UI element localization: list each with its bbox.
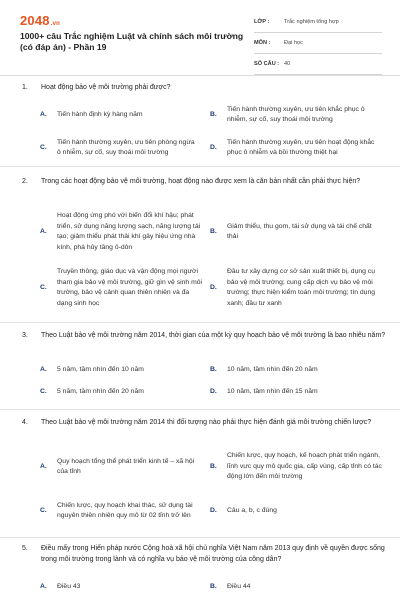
option-b[interactable]: [210, 580, 382, 594]
option-letter: C.: [40, 143, 47, 151]
meta-value-lop: Trắc nghiệm tổng hợp: [284, 19, 339, 25]
option-a[interactable]: [40, 580, 205, 594]
page-header: [0, 0, 400, 70]
question-header: [22, 176, 387, 187]
option-letter: C.: [40, 283, 47, 291]
option-text: Điều 44: [227, 582, 251, 590]
meta-info: [254, 12, 382, 75]
question-divider: [0, 537, 400, 538]
option-letter: A.: [40, 110, 47, 118]
option-letter: A.: [40, 227, 47, 235]
question-text: Hoạt động bảo vệ môi trường phải được?: [41, 84, 171, 91]
option-letter: B.: [210, 365, 217, 373]
question-text: Theo Luật bảo vệ môi trường năm 2014, thời gian của một kỳ quy hoạch bảo vệ môi trường là bao nhiêu năm?: [41, 332, 386, 339]
question-header: [22, 417, 387, 428]
logo-main: 2048: [20, 13, 50, 28]
meta-label-mon: MÔN :: [254, 40, 271, 46]
option-text: 5 năm, tầm nhìn đến 10 năm: [57, 365, 144, 373]
meta-row-mon: [254, 33, 382, 54]
question-header: [22, 82, 387, 93]
header-divider: [0, 75, 400, 76]
option-text: Chiến lược, quy hoạch khai thác, sử dụng tài nguyên thiên nhiên quy mô từ 02 tỉnh trở lên: [57, 501, 193, 519]
question-number: 2.: [22, 178, 28, 185]
question-number: 3.: [22, 332, 28, 339]
option-b[interactable]: [210, 363, 382, 377]
meta-row-socau: [254, 54, 382, 75]
option-letter: A.: [40, 462, 47, 470]
option-c[interactable]: [40, 137, 200, 159]
option-letter: D.: [210, 283, 217, 291]
option-text: 10 năm, tầm nhìn đến 15 năm: [227, 387, 318, 395]
option-letter: C.: [40, 387, 47, 395]
question-number: 1.: [22, 84, 28, 91]
site-logo[interactable]: [20, 13, 60, 28]
document-title: 1000+ câu Trắc nghiệm Luật và chính sách môi trường (có đáp án) - Phần 19: [20, 31, 244, 52]
question-text: Theo Luật bảo vệ môi trường năm 2014 thì đối tượng nào phải thực hiện đánh giá môi trường chiến lược?: [41, 419, 372, 426]
meta-label-lop: LỚP :: [254, 19, 270, 25]
question-divider: [0, 409, 400, 410]
option-c[interactable]: [40, 494, 205, 528]
meta-value-mon: Đại học: [284, 40, 303, 46]
option-d[interactable]: [210, 266, 382, 310]
option-letter: A.: [40, 365, 47, 373]
question-text: Trong các hoạt động bảo vệ môi trường, hoạt động nào được xem là căn bản nhất cần phải thực hiện?: [41, 178, 361, 185]
option-text: Quy hoạch tổng thể phát triển kinh tế – xã hội của tỉnh: [57, 457, 195, 475]
question-number: 5.: [22, 545, 28, 552]
option-text: Tiến hành thường xuyên, ưu tiên phòng ngừa ô nhiễm, sự cố, suy thoái môi trường: [57, 138, 195, 156]
option-letter: B.: [210, 462, 217, 470]
option-letter: B.: [210, 110, 217, 118]
option-letter: D.: [210, 143, 217, 151]
option-b[interactable]: [210, 210, 382, 254]
question-header: [22, 330, 387, 341]
meta-label-socau: SỐ CÂU :: [254, 61, 280, 67]
question-header: [22, 543, 387, 565]
option-a[interactable]: [40, 210, 205, 254]
option-c[interactable]: [40, 385, 205, 399]
option-letter: C.: [40, 506, 47, 514]
option-text: 5 năm, tầm nhìn đến 20 năm: [57, 387, 144, 395]
option-letter: B.: [210, 227, 217, 235]
option-letter: D.: [210, 387, 217, 395]
option-letter: A.: [40, 582, 47, 590]
option-d[interactable]: [210, 504, 382, 518]
option-text: Điều 43: [57, 582, 81, 590]
option-b[interactable]: [210, 104, 382, 126]
question-divider: [0, 166, 400, 167]
question-text: Điều mấy trong Hiến pháp nước Cộng hoà xã hội chủ nghĩa Việt Nam năm 2013 quy định về quyền được sống trong môi trường trong lành và có nghĩa vụ bảo vệ môi trường của công dân?: [41, 545, 385, 563]
logo-suffix: .vn: [50, 21, 61, 27]
option-a[interactable]: [40, 104, 200, 126]
option-text: 10 năm, tầm nhìn đến 20 năm: [227, 365, 318, 373]
option-a[interactable]: [40, 363, 205, 377]
option-letter: D.: [210, 506, 217, 514]
option-text: Tiến hành thường xuyên, ưu tiên hoạt động khắc phục ô nhiễm và bồi thường thiệt hại: [227, 138, 375, 156]
question-number: 4.: [22, 419, 28, 426]
meta-row-lop: [254, 12, 382, 33]
option-a[interactable]: [40, 450, 205, 484]
option-letter: B.: [210, 582, 217, 590]
option-text: Đầu tư xây dựng cơ sở sản xuất thiết bị, dụng cụ bảo vệ môi trường; cung cấp dịch vụ bảo vệ môi trường; thực hiện kiểm toán môi trường; tín dụng xanh; đầu tư xanh: [227, 268, 375, 307]
option-d[interactable]: [210, 385, 382, 399]
option-b[interactable]: [210, 448, 382, 486]
option-text: Tiến hành định kỳ hàng năm: [57, 110, 143, 118]
option-text: Hoạt động ứng phó với biến đổi khí hậu; phát triển, sử dụng năng lượng sạch, năng lượng tái tạo; giảm thiểu phát thải khí gây hiệu ứng nhà kính, phá hủy tầng ô-dôn: [57, 212, 201, 251]
meta-value-socau: 40: [284, 61, 291, 67]
option-text: Tiến hành thường xuyên, ưu tiên khắc phục ô nhiễm, sự cố, suy thoái môi trường: [227, 105, 365, 123]
option-c[interactable]: [40, 266, 205, 310]
question-divider: [0, 322, 400, 323]
option-text: Câu a, b, c đúng: [227, 506, 277, 514]
option-text: Chiến lược, quy hoạch, kế hoạch phát triển ngành, lĩnh vực quy mô quốc gia, cấp vùng, cấp tỉnh có tác động lớn đến môi trường: [227, 452, 382, 481]
option-d[interactable]: [210, 137, 382, 159]
option-text: Truyền thông, giáo dục và vận động mọi người tham gia bảo vệ môi trường, giữ gìn vệ sinh môi trường, bảo vệ cảnh quan thiên nhiên và đa dạng sinh học: [57, 268, 203, 307]
option-text: Giảm thiểu, thu gom, tái sử dụng và tái chế chất thải: [227, 222, 372, 240]
